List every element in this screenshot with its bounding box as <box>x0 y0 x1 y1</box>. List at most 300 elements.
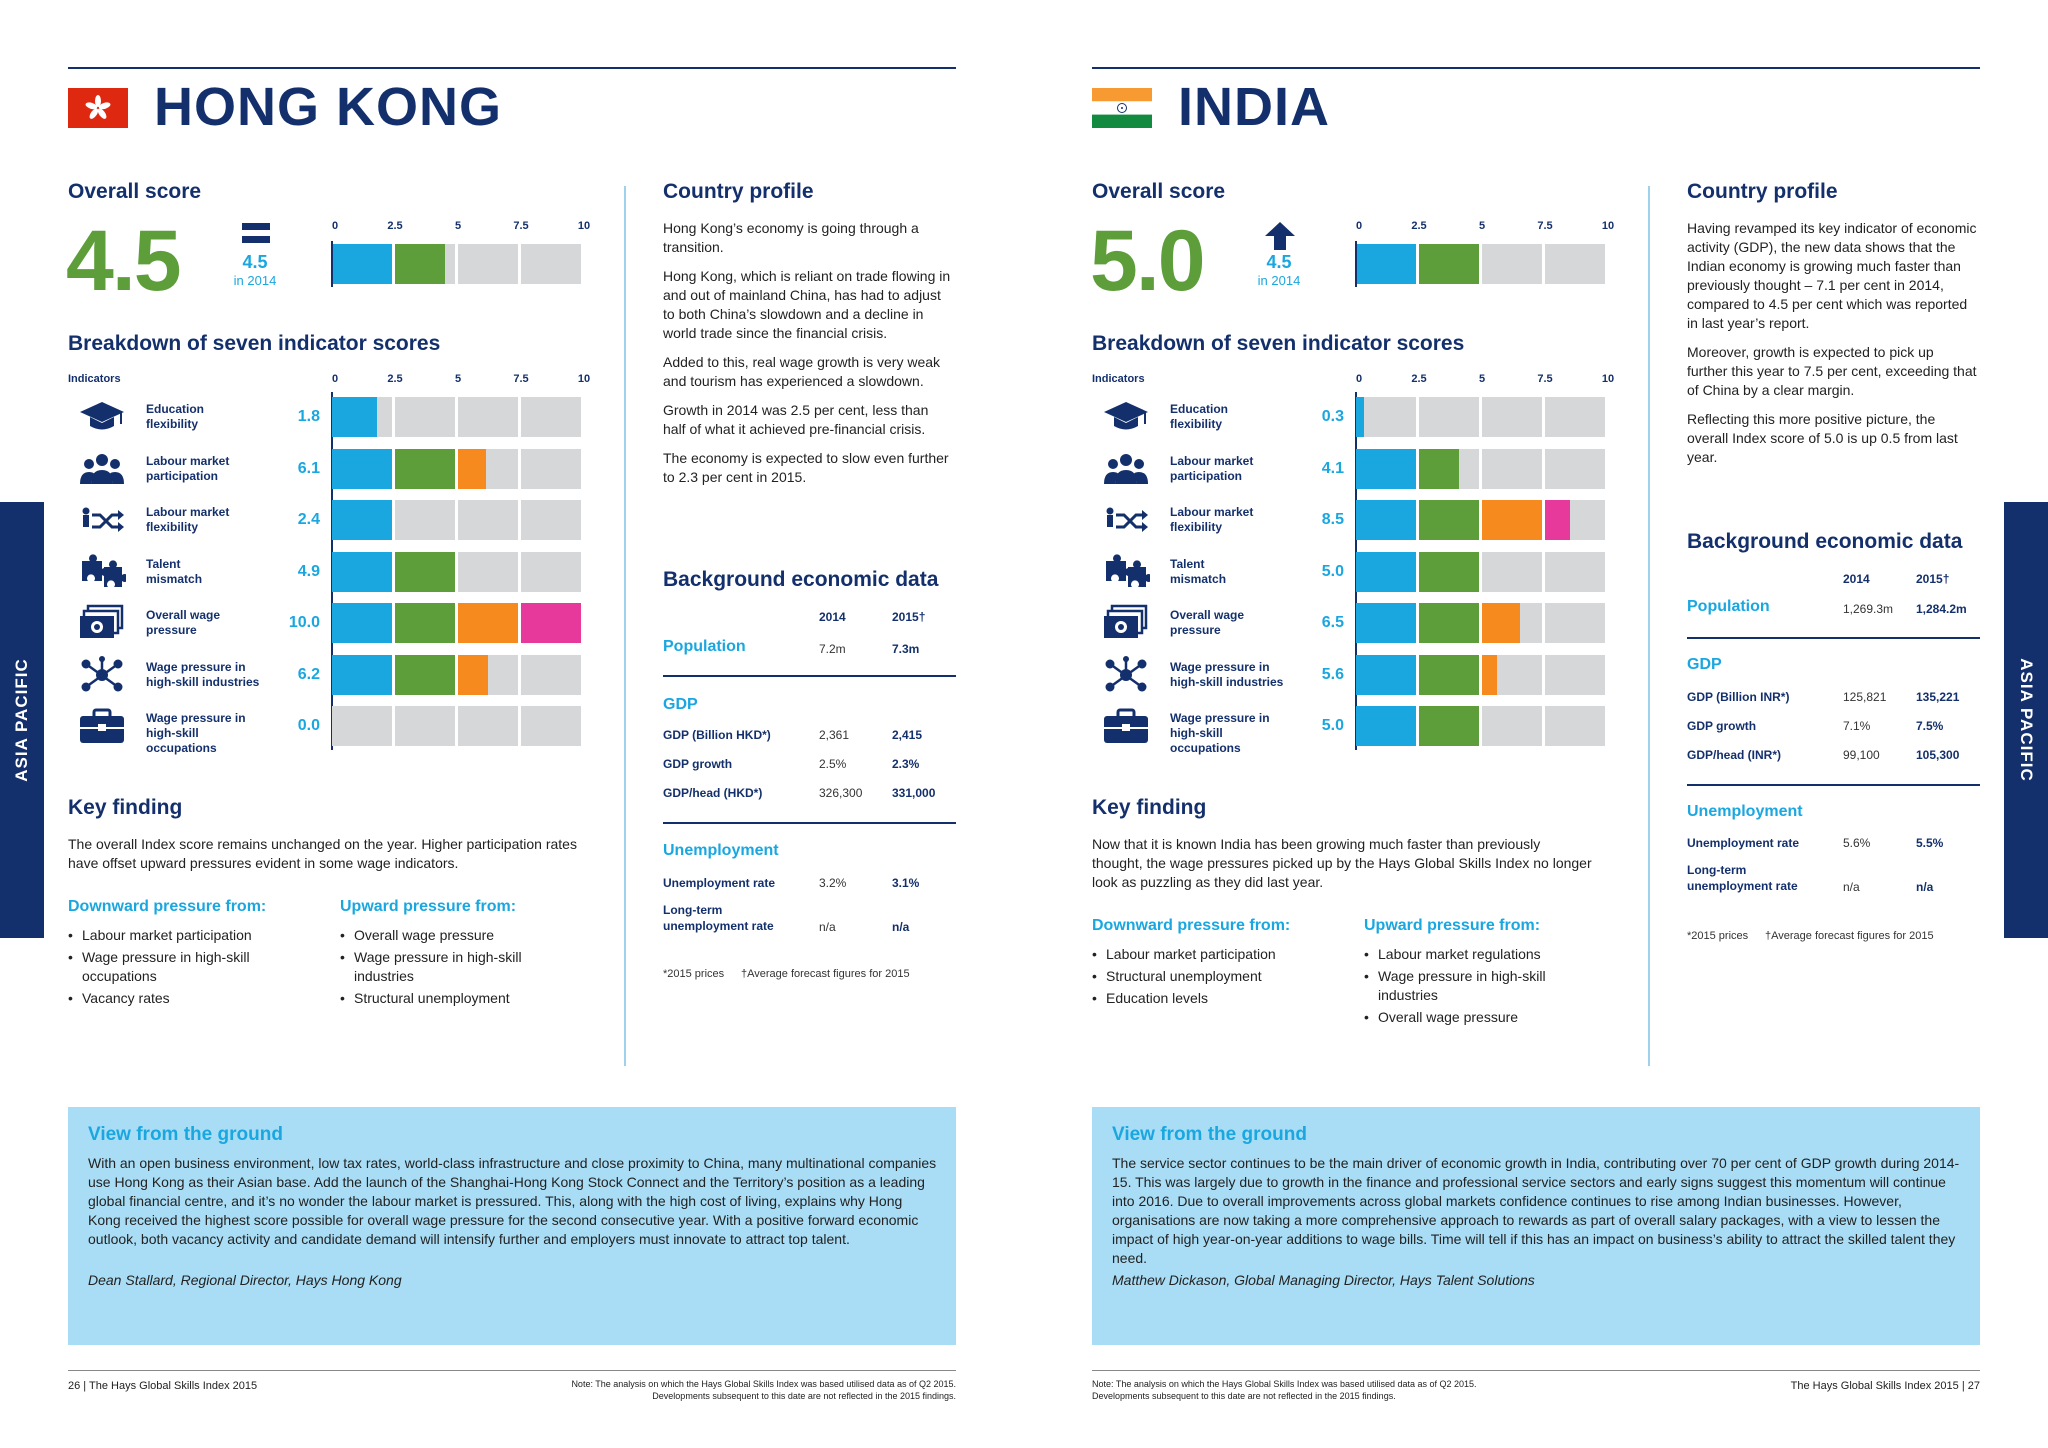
footer-note-line2: Developments subsequent to this date are not reflected in the 2015 findings. <box>1092 1391 1396 1401</box>
indicator-value: 1.8 <box>297 408 320 425</box>
previous-score <box>220 252 290 288</box>
gdp-row-label: GDP (Billion INR*) <box>1687 690 1790 704</box>
gdp-row-label: GDP (Billion HKD*) <box>663 728 771 742</box>
indicator-label-line1: Wage pressure in <box>146 711 246 725</box>
overall-bar-cell <box>1545 244 1605 284</box>
indicator-bar <box>1356 655 1608 695</box>
right-page <box>1024 0 2048 1448</box>
long-term-2015: n/a <box>892 920 910 934</box>
gdp-row-2014: 99,100 <box>1843 748 1880 762</box>
indicator-bar-segment <box>1356 449 1416 489</box>
gdp-row-label: GDP/head (INR*) <box>1687 748 1782 762</box>
pressure-list-item: • Labour market participation <box>68 926 298 945</box>
footer-rule <box>68 1370 956 1371</box>
scale-tick-label: 5 <box>1478 220 1486 232</box>
pressure-list-item: • Structural unemployment <box>340 989 570 1008</box>
overall-scale <box>332 220 591 236</box>
long-term-label-line2: unemployment rate <box>1687 879 1798 893</box>
indicators-label: Indicators <box>68 373 121 385</box>
unemployment-heading: Unemployment <box>663 842 779 859</box>
gdp-row-label: GDP/head (HKD*) <box>663 786 763 800</box>
indicator-scale <box>1356 373 1615 389</box>
indicator-label <box>146 608 271 638</box>
econ-rule <box>663 822 956 824</box>
column-divider <box>624 186 626 1066</box>
indicator-bar <box>332 552 584 592</box>
profile-paragraph: Hong Kong, which is reliant on trade flowing in and out of mainland China, has had to adjust to both China’s slowdown and a decline in world trade since the financial crisis. <box>663 268 951 341</box>
pressure-list-item: • Vacancy rates <box>68 989 298 1008</box>
footer-note <box>1092 1378 1568 1402</box>
briefcase-icon <box>78 707 126 745</box>
profile-paragraph: Growth in 2014 was 2.5 per cent, less than half of what it achieved pre-financial crisis. <box>663 402 929 437</box>
indicator-bar <box>332 397 584 437</box>
gdp-row-2014: 2,361 <box>819 728 850 742</box>
indicator-bar-cell <box>1545 603 1605 643</box>
indicator-bar <box>1356 706 1608 746</box>
scale-tick-label: 5 <box>454 373 462 385</box>
indicator-bar <box>332 603 584 643</box>
indicator-value: 0.3 <box>1321 408 1344 425</box>
gdp-row-label: GDP growth <box>663 757 733 771</box>
forecast-note: †Average forecast figures for 2015 <box>741 968 910 980</box>
indicator-bar-segment <box>1356 655 1416 695</box>
indicator-bar-cell <box>458 500 518 540</box>
indicator-label-line2: high-skill occupations <box>1170 726 1241 755</box>
long-term-2014: n/a <box>1843 880 1860 894</box>
scale-tick-label: 0 <box>332 220 339 232</box>
indicator-bar-cell <box>1356 397 1416 437</box>
gdp-row-2014: 2.5% <box>819 757 847 771</box>
indicator-bar <box>332 655 584 695</box>
population-2014: 1,269.3m <box>1843 602 1894 616</box>
indicator-bar <box>1356 552 1608 592</box>
graduation-cap-icon <box>1102 398 1150 436</box>
indicator-bar-segment <box>395 449 455 489</box>
gdp-heading: GDP <box>663 696 698 713</box>
gdp-row-2014: 326,300 <box>819 786 863 800</box>
indicator-bar-cell <box>521 655 581 695</box>
indicator-bar-cell <box>1545 706 1605 746</box>
indicator-bar-segment <box>1356 603 1416 643</box>
scale-tick-label: 10 <box>1601 220 1615 232</box>
scale-tick-label: 10 <box>1601 373 1615 385</box>
indicator-bar-cell <box>521 500 581 540</box>
country-profile-text <box>663 219 953 497</box>
country-profile-text <box>1687 219 1977 477</box>
previous-score-value: 4.5 <box>242 252 268 272</box>
indicator-label-line1: Education <box>146 402 205 416</box>
indicator-bar-cell <box>1482 552 1542 592</box>
top-rule <box>1092 67 1980 69</box>
indicator-label-line2: high-skill industries <box>1170 674 1284 689</box>
indicator-bar-segment <box>1419 552 1479 592</box>
pressure-list-item: • Education levels <box>1092 989 1322 1008</box>
indicator-bar-segment <box>1482 603 1520 643</box>
view-author: Dean Stallard, Regional Director, Hays Hong Kong <box>88 1272 402 1288</box>
long-term-label-line2: unemployment rate <box>663 919 774 933</box>
indicator-label-line2: pressure <box>146 623 197 637</box>
network-nodes-icon <box>78 656 126 694</box>
indicator-bar-segment <box>1356 552 1416 592</box>
population-label: Population <box>663 638 746 655</box>
country-title: HONG KONG <box>154 77 503 137</box>
shuffle-arrows-icon <box>78 501 126 539</box>
population-label: Population <box>1687 598 1770 615</box>
people-group-icon <box>1102 450 1150 488</box>
long-term-label-line1: Long-term <box>663 903 723 917</box>
scale-tick-label: 0 <box>332 373 339 385</box>
economic-data <box>1687 530 1980 950</box>
overall-axis <box>331 241 333 287</box>
country-profile-heading: Country profile <box>663 180 814 203</box>
overall-score: 4.5 <box>66 213 180 309</box>
unemployment-rate-2014: 3.2% <box>819 876 847 890</box>
indicator-label <box>146 505 271 535</box>
pressure-list-item: • Wage pressure in high-skill industries <box>340 948 570 986</box>
indicator-label-line2: pressure <box>1170 623 1221 637</box>
scale-tick-label: 10 <box>577 373 591 385</box>
year-2014-header: 2014 <box>819 610 846 624</box>
indicator-label-line1: Talent <box>146 556 181 571</box>
indicator-bar <box>1356 397 1608 437</box>
indicator-bar <box>1356 500 1608 540</box>
indicator-bar-cell <box>395 500 455 540</box>
gdp-row-2015: 2.3% <box>892 757 920 771</box>
scale-tick-label: 7.5 <box>1537 220 1553 232</box>
downward-list <box>1092 945 1322 1011</box>
view-heading: View from the ground <box>1112 1124 1307 1145</box>
briefcase-icon <box>1102 707 1150 745</box>
scale-tick-label: 5 <box>1478 373 1486 385</box>
footer-rule <box>1092 1370 1980 1371</box>
indicator-label-line1: Overall wage <box>1170 608 1245 622</box>
view-author: Matthew Dickason, Global Managing Director, Hays Talent Solutions <box>1112 1272 1535 1288</box>
unemployment-rate-label: Unemployment rate <box>663 876 776 890</box>
year-2015-header: 2015† <box>1916 572 1950 586</box>
indicator-label-line2: flexibility <box>146 520 199 534</box>
indicator-label <box>146 557 271 587</box>
overall-score-bar <box>332 244 584 284</box>
econ-rule <box>663 675 956 677</box>
indicator-bar-segment <box>332 500 392 540</box>
indicator-bar-segment <box>395 603 455 643</box>
indicator-value: 6.2 <box>297 665 320 683</box>
indicator-label-line2: participation <box>146 468 219 483</box>
indicator-label-line1: Wage pressure in <box>1170 711 1270 725</box>
indicator-bar-cell <box>458 706 518 746</box>
top-rule <box>68 67 956 69</box>
column-divider <box>1648 186 1650 1066</box>
key-finding-text: Now that it is known India has been growing much faster than previously thought, the wage pressures picked up by the Hays Global Skills Index no longer look as puzzling as they did last year. <box>1092 836 1592 890</box>
overall-bar-cell <box>1482 244 1542 284</box>
indicator-bar-segment <box>1482 655 1497 695</box>
gdp-row-2015: 105,300 <box>1916 748 1960 762</box>
breakdown-heading: Breakdown of seven indicator scores <box>1092 332 1465 355</box>
previous-score-value: 4.5 <box>1266 252 1292 272</box>
indicator-bar-segment <box>1356 397 1364 437</box>
indicator-bar-segment <box>1356 706 1416 746</box>
indicator-bar-cell <box>395 706 455 746</box>
long-term-2014: n/a <box>819 920 836 934</box>
indicator-label <box>146 711 271 756</box>
indicator-bar-segment <box>1545 500 1570 540</box>
indicator-bar-segment <box>1419 706 1479 746</box>
indicator-bar-segment <box>332 397 377 437</box>
graduation-cap-icon <box>78 398 126 436</box>
view-heading: View from the ground <box>88 1124 283 1145</box>
pressure-list-item: • Labour market participation <box>1092 945 1322 964</box>
scale-tick-label: 2.5 <box>1411 220 1427 232</box>
indicator-bar-segment <box>1356 500 1416 540</box>
scale-tick-label: 2.5 <box>387 373 403 385</box>
overall-axis <box>1355 241 1357 287</box>
indicator-value: 8.5 <box>1321 511 1344 528</box>
indicator-label-line1: Wage pressure in <box>146 659 246 674</box>
indicator-label-line1: Labour market <box>146 505 230 519</box>
overall-score: 5.0 <box>1090 213 1204 309</box>
puzzle-pieces-icon <box>1102 553 1150 591</box>
scale-tick-label: 2.5 <box>387 220 403 232</box>
asia-pacific-tab <box>0 502 44 938</box>
downward-heading: Downward pressure from: <box>1092 917 1291 934</box>
indicator-bar-segment <box>332 603 392 643</box>
indicator-label-line2: flexibility <box>146 417 199 431</box>
indicator-label <box>1170 505 1295 535</box>
indicator-label-line2: mismatch <box>1170 571 1227 586</box>
long-term-unemployment-label <box>1687 862 1798 894</box>
long-term-unemployment-label <box>663 902 774 934</box>
indicator-label <box>1170 454 1295 484</box>
indicator-value: 6.5 <box>1321 614 1344 631</box>
downward-list <box>68 926 298 1011</box>
unemployment-rate-2015: 3.1% <box>892 876 920 890</box>
indicator-label-line2: flexibility <box>1170 417 1223 431</box>
indicator-bar-segment <box>458 603 518 643</box>
up-arrow-icon <box>1265 222 1295 250</box>
people-group-icon <box>78 450 126 488</box>
profile-paragraph: Having revamped its key indicator of economic activity (GDP), the new data shows that the Indian economy is growing much faster than previously thought – 7.1 per cent in 2014, compared to 4.5 per cent which was reported in last year’s report. <box>1687 220 1977 331</box>
view-from-ground-box <box>68 1107 956 1345</box>
prices-note: *2015 prices <box>1687 930 1749 942</box>
indicator-bar-segment <box>332 655 392 695</box>
unemployment-rate-2014: 5.6% <box>1843 836 1871 850</box>
indicator-label <box>1170 711 1295 756</box>
gdp-row-2015: 2,415 <box>892 728 923 742</box>
indicator-bar-cell <box>521 397 581 437</box>
indicator-bar-cell <box>395 397 455 437</box>
long-term-label-line1: Long-term <box>1687 863 1747 877</box>
indicator-bar-segment <box>458 449 486 489</box>
key-finding-heading: Key finding <box>68 796 183 819</box>
key-finding-text: The overall Index score remains unchanged on the year. Higher participation rates have offset upward pressures evident in some wage indicators. <box>68 836 577 871</box>
pressure-list-item: • Wage pressure in high-skill industries <box>1364 967 1594 1005</box>
gdp-heading: GDP <box>1687 656 1722 673</box>
banknotes-icon <box>1102 604 1150 642</box>
overall-bar-segment <box>395 244 445 284</box>
pressure-list-item: • Overall wage pressure <box>1364 1008 1594 1027</box>
indicator-bar-segment <box>395 655 455 695</box>
population-2014: 7.2m <box>819 642 846 656</box>
overall-scale <box>1356 220 1615 236</box>
indicator-label-line1: Labour market <box>146 453 230 468</box>
gdp-row-2014: 7.1% <box>1843 719 1871 733</box>
country-profile-heading: Country profile <box>1687 180 1838 203</box>
banknotes-icon <box>78 604 126 642</box>
indicator-label-line2: high-skill industries <box>146 674 260 689</box>
scale-tick-label: 2.5 <box>1411 373 1427 385</box>
year-2014-header: 2014 <box>1843 572 1870 586</box>
indicator-value: 5.0 <box>1321 717 1344 734</box>
indicator-label <box>146 454 271 484</box>
indicator-value: 10.0 <box>288 614 320 631</box>
gdp-row-2015: 7.5% <box>1916 719 1944 733</box>
upward-list <box>340 926 570 1011</box>
indicator-label-line1: Labour market <box>1170 505 1254 519</box>
indicator-value: 4.9 <box>297 562 320 580</box>
indicator-bar-cell <box>1545 397 1605 437</box>
indicator-bar-cell <box>521 706 581 746</box>
indicator-label <box>146 660 271 690</box>
upward-heading: Upward pressure from: <box>1364 917 1541 934</box>
pressure-list-item: • Overall wage pressure <box>340 926 570 945</box>
overall-score-heading: Overall score <box>68 180 202 203</box>
breakdown-heading: Breakdown of seven indicator scores <box>68 332 441 355</box>
indicator-bar-cell <box>458 397 518 437</box>
profile-paragraph: Hong Kong’s economy is going through a transition. <box>663 220 919 255</box>
downward-heading: Downward pressure from: <box>68 898 267 915</box>
gdp-row-2015: 331,000 <box>892 786 936 800</box>
overall-score-bar <box>1356 244 1608 284</box>
overall-bar-segment <box>1419 244 1479 284</box>
footer-note-line1: Note: The analysis on which the Hays Global Skills Index was based utilised data as of Q2 2015. <box>571 1379 956 1389</box>
indicator-label-line1: Labour market <box>1170 453 1254 468</box>
scale-tick-label: 10 <box>577 220 591 232</box>
indicator-bar-cell <box>1419 397 1479 437</box>
indicator-bar-cell <box>458 552 518 592</box>
gdp-row-2014: 125,821 <box>1843 690 1887 704</box>
equal-icon <box>242 223 270 230</box>
view-from-ground-box <box>1092 1107 1980 1345</box>
indicator-bar-cell <box>521 552 581 592</box>
indicator-bar <box>332 706 584 746</box>
overall-bar-cell <box>458 244 518 284</box>
unemployment-rate-label: Unemployment rate <box>1687 836 1800 850</box>
year-2015-header: 2015† <box>892 610 926 624</box>
scale-tick-label: 7.5 <box>513 373 529 385</box>
indicator-label <box>146 402 271 432</box>
indicator-bar-segment <box>1482 500 1542 540</box>
scale-tick-label: 0 <box>1356 220 1363 232</box>
upward-list <box>1364 945 1594 1030</box>
indicator-label <box>1170 402 1295 432</box>
indicator-label-line1: Talent <box>1170 556 1205 571</box>
indicator-scale <box>332 373 591 389</box>
indicator-bar <box>332 500 584 540</box>
scale-tick-label: 7.5 <box>513 220 529 232</box>
economic-data <box>663 568 956 988</box>
indicator-bar-segment <box>1419 603 1479 643</box>
indicator-label-line2: participation <box>1170 468 1243 483</box>
indicator-bar <box>1356 603 1608 643</box>
shuffle-arrows-icon <box>1102 501 1150 539</box>
indicator-bar-cell <box>1545 552 1605 592</box>
forecast-note: †Average forecast figures for 2015 <box>1765 930 1934 942</box>
previous-score-label: in 2014 <box>1257 273 1301 288</box>
profile-paragraph: The economy is expected to slow even further to 2.3 per cent in 2015. <box>663 450 949 485</box>
unemployment-heading: Unemployment <box>1687 803 1803 820</box>
prices-note: *2015 prices <box>663 968 725 980</box>
indicator-label-line1: Overall wage <box>146 608 221 622</box>
indicator-bar <box>332 449 584 489</box>
hong-kong-flag-icon <box>68 88 128 128</box>
pressure-list-item: • Labour market regulations <box>1364 945 1594 964</box>
overall-bar-segment <box>1356 244 1416 284</box>
population-2015: 7.3m <box>892 642 920 656</box>
econ-rule <box>1687 637 1980 639</box>
indicator-label-line2: flexibility <box>1170 520 1223 534</box>
indicator-label-line2: high-skill occupations <box>146 726 217 755</box>
overall-bar-cell <box>521 244 581 284</box>
overall-score-heading: Overall score <box>1092 180 1226 203</box>
asia-pacific-tab-label: ASIA PACIFIC <box>12 658 31 782</box>
asia-pacific-tab-label: ASIA PACIFIC <box>2017 658 2036 782</box>
indicator-label <box>1170 557 1295 587</box>
footer-page: The Hays Global Skills Index 2015 | 27 <box>1790 1380 1980 1392</box>
pressure-list-item: • Wage pressure in high-skill occupations <box>68 948 298 986</box>
asia-pacific-tab <box>2004 502 2048 938</box>
indicator-label-line1: Education <box>1170 402 1229 416</box>
profile-paragraph: Moreover, growth is expected to pick up further this year to 7.5 per cent, exceeding that of China by a clear margin. <box>1687 344 1977 398</box>
overall-bar-segment <box>332 244 392 284</box>
footer-note <box>480 1378 956 1402</box>
indicator-value: 6.1 <box>297 459 320 477</box>
indicator-value: 2.4 <box>297 511 320 528</box>
footer-note-line1: Note: The analysis on which the Hays Global Skills Index was based utilised data as of Q2 2015. <box>1092 1379 1477 1389</box>
equal-icon-lower <box>242 236 270 243</box>
scale-tick-label: 5 <box>454 220 462 232</box>
indicator-bar-segment <box>1419 655 1479 695</box>
key-finding-heading: Key finding <box>1092 796 1207 819</box>
indicator-bar-cell <box>1545 655 1605 695</box>
indicator-bar-segment <box>1419 449 1459 489</box>
profile-paragraph: Reflecting this more positive picture, the overall Index score of 5.0 is up 0.5 from last year. <box>1687 411 1958 465</box>
footer-page: 26 | The Hays Global Skills Index 2015 <box>68 1380 258 1392</box>
indicator-bar-segment <box>395 552 455 592</box>
previous-score <box>1244 252 1314 288</box>
indicator-bar-segment <box>1419 500 1479 540</box>
indicator-bar-cell <box>1545 449 1605 489</box>
indicator-value: 5.0 <box>1321 562 1344 580</box>
puzzle-pieces-icon <box>78 553 126 591</box>
indicator-bar-segment <box>332 552 392 592</box>
gdp-row-2015: 135,221 <box>1916 690 1960 704</box>
indicators-label: Indicators <box>1092 373 1145 385</box>
economic-data-heading: Background economic data <box>663 568 939 591</box>
network-nodes-icon <box>1102 656 1150 694</box>
indicator-bar-cell <box>1482 706 1542 746</box>
scale-tick-label: 7.5 <box>1537 373 1553 385</box>
profile-paragraph: Added to this, real wage growth is very weak and tourism has experienced a slowdown. <box>663 354 941 389</box>
indicator-bar <box>1356 449 1608 489</box>
indicator-bar-segment <box>332 449 392 489</box>
scale-tick-label: 0 <box>1356 373 1363 385</box>
indicator-bar-cell <box>332 706 392 746</box>
country-title: INDIA <box>1178 77 1330 137</box>
econ-rule <box>1687 784 1980 786</box>
indicator-value: 4.1 <box>1321 459 1344 477</box>
economic-data-heading: Background economic data <box>1687 530 1963 553</box>
indicator-bar-cell <box>1482 449 1542 489</box>
